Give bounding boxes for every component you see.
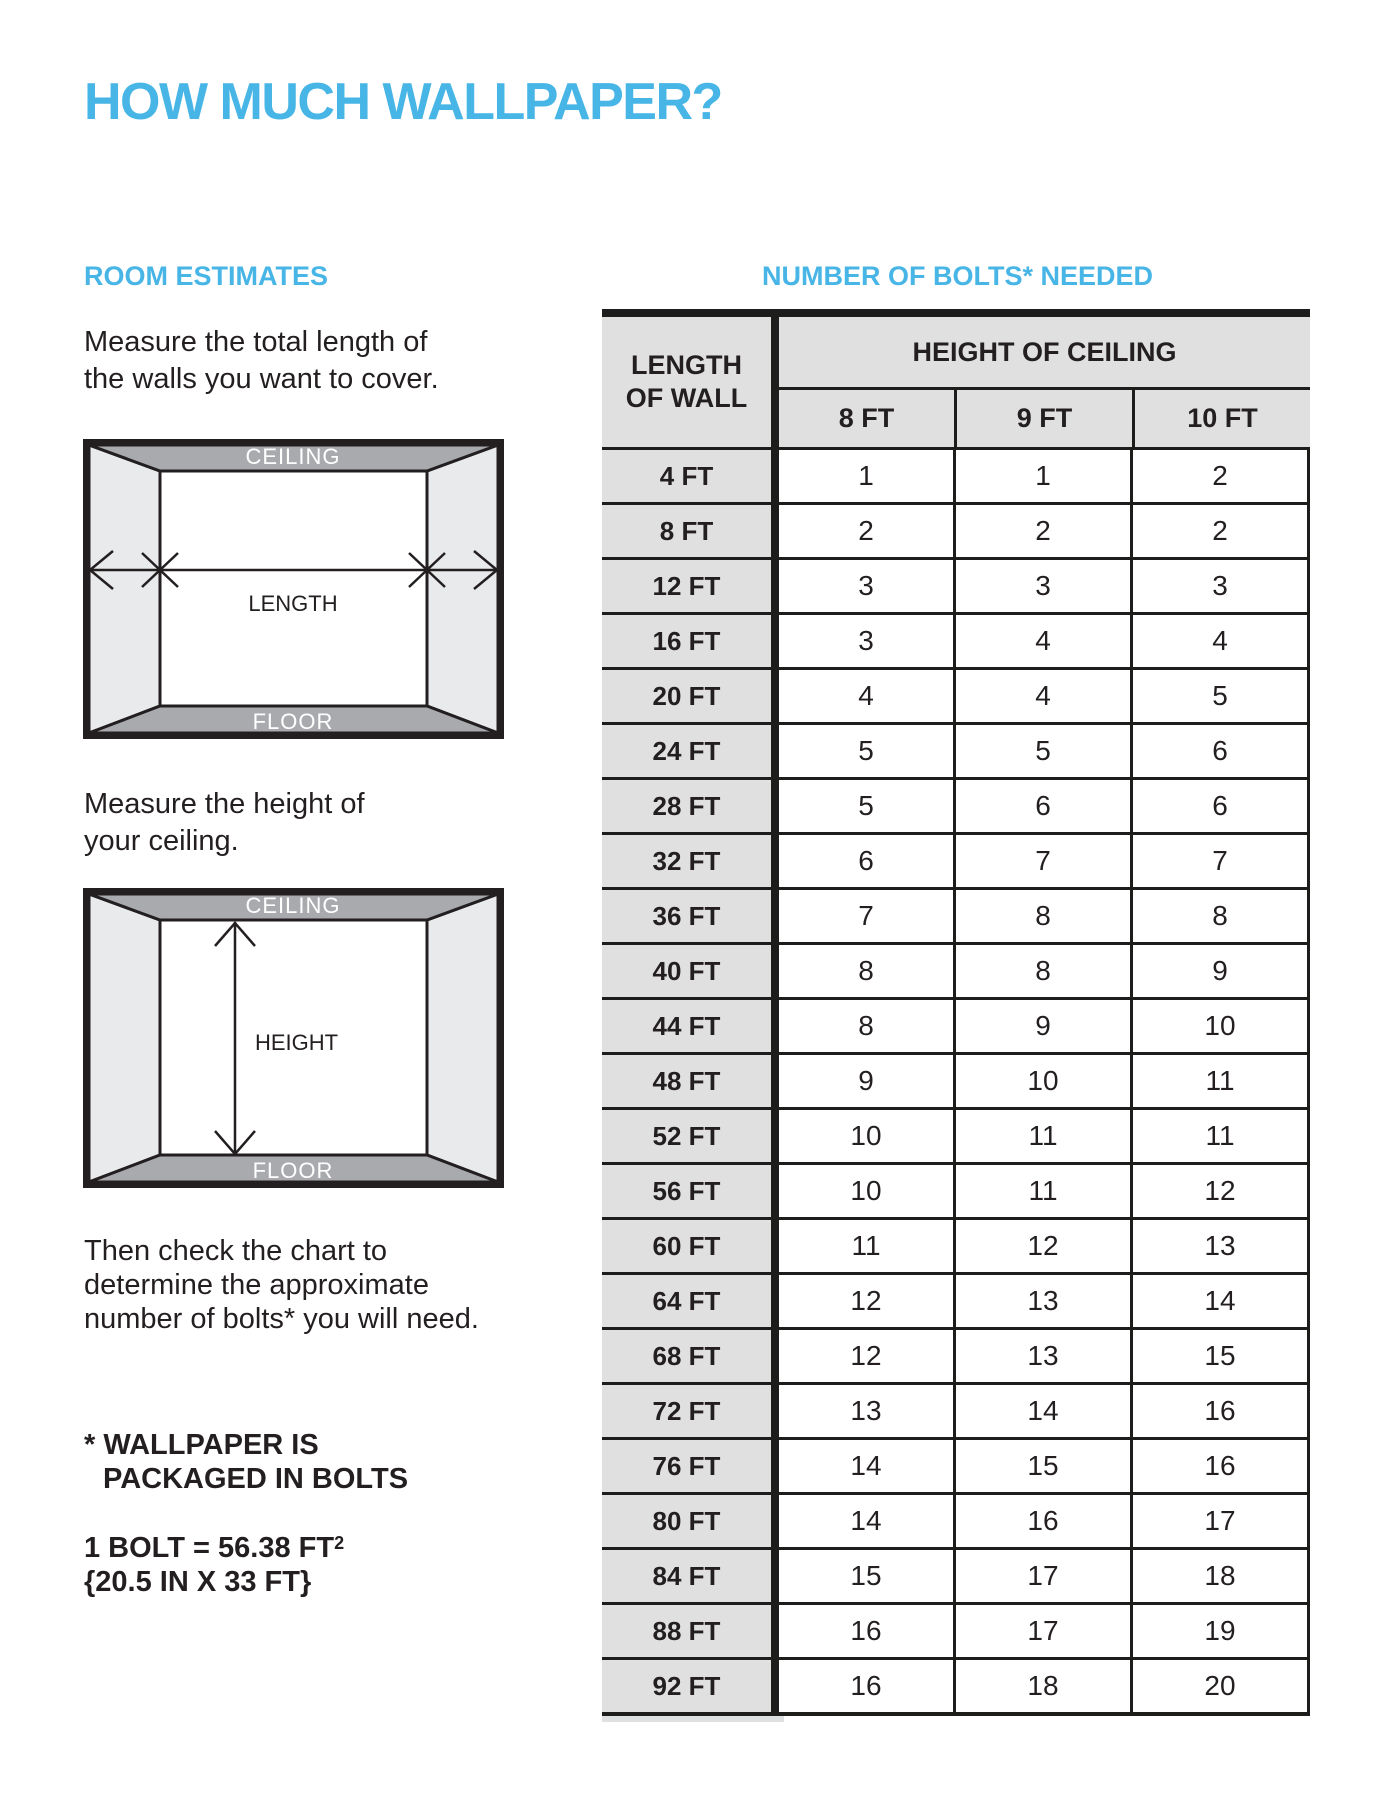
bolt-count-cell: 9 [779, 1055, 953, 1107]
bolt-count-cell: 11 [779, 1220, 953, 1272]
bolt-count-cell: 17 [953, 1550, 1130, 1602]
table-row [602, 832, 1310, 887]
bolt-count-cell: 14 [953, 1385, 1130, 1437]
wall-length-cell: 80 FT [602, 1495, 779, 1547]
bolt-count-cell: 3 [953, 560, 1130, 612]
table-header [602, 317, 1310, 447]
bolt-count-cell: 18 [1130, 1550, 1310, 1602]
room-diagram-height [83, 888, 504, 1188]
footnote-line: PACKAGED IN BOLTS [103, 1463, 409, 1495]
bolt-count-cell: 16 [1130, 1440, 1310, 1492]
instruction-line: number of bolts* you will need. [84, 1303, 479, 1335]
instruction-line: Measure the total length of [84, 326, 428, 358]
back-wall-shape [160, 471, 427, 706]
wall-length-cell: 28 FT [602, 780, 779, 832]
column-headers-group [779, 317, 1310, 447]
bolt-size-superscript: 2 [334, 1533, 345, 1553]
wallpaper-bolts-footnote [84, 1428, 408, 1496]
bolt-count-cell: 17 [1130, 1495, 1310, 1547]
wall-length-cell: 24 FT [602, 725, 779, 777]
wall-length-cell: 68 FT [602, 1330, 779, 1382]
bolt-count-cell: 6 [779, 835, 953, 887]
bolt-count-cell: 3 [779, 615, 953, 667]
room-estimates-heading: ROOM ESTIMATES [84, 261, 329, 291]
bolt-count-cell: 13 [953, 1275, 1130, 1327]
bolt-count-cell: 16 [1130, 1385, 1310, 1437]
table-row [602, 1382, 1310, 1437]
row-axis-header-line: OF WALL [625, 383, 748, 413]
table-row [602, 1217, 1310, 1272]
length-dimension-label: LENGTH [248, 591, 338, 616]
instruction-line: the walls you want to cover. [84, 363, 439, 395]
table-row [602, 1327, 1310, 1382]
wall-length-cell: 60 FT [602, 1220, 779, 1272]
bolt-count-cell: 6 [953, 780, 1130, 832]
bolt-count-cell: 8 [779, 1000, 953, 1052]
right-wall-shape [427, 894, 498, 1182]
instruction-measure-height [84, 786, 365, 860]
row-axis-header-line: LENGTH [631, 350, 742, 380]
wall-length-cell: 92 FT [602, 1660, 779, 1712]
bolts-table [602, 309, 1310, 1716]
bolt-count-cell: 8 [953, 945, 1130, 997]
instruction-check-chart [84, 1234, 479, 1336]
footnote-line: * WALLPAPER IS [84, 1429, 319, 1461]
bolt-count-cell: 10 [1130, 1000, 1310, 1052]
bolt-count-cell: 8 [779, 945, 953, 997]
bolt-count-cell: 20 [1130, 1660, 1310, 1712]
wall-length-cell: 84 FT [602, 1550, 779, 1602]
bolt-count-cell: 2 [1130, 505, 1310, 557]
wall-length-cell: 40 FT [602, 945, 779, 997]
bolt-count-cell: 16 [779, 1660, 953, 1712]
wall-length-cell: 8 FT [602, 505, 779, 557]
page-title: HOW MUCH WALLPAPER? [84, 73, 722, 131]
wall-length-cell: 12 FT [602, 560, 779, 612]
bolt-count-cell: 14 [1130, 1275, 1310, 1327]
bolt-count-cell: 8 [1130, 890, 1310, 942]
room-diagram-length [83, 439, 504, 739]
instruction-line: Measure the height of [84, 788, 365, 820]
bolt-count-cell: 11 [1130, 1110, 1310, 1162]
ceiling-label: CEILING [245, 444, 341, 469]
bolt-count-cell: 10 [953, 1055, 1130, 1107]
table-row [602, 1052, 1310, 1107]
table-row [602, 502, 1310, 557]
wall-length-cell: 76 FT [602, 1440, 779, 1492]
table-bottom-sliver [602, 1716, 784, 1722]
bolt-count-cell: 4 [953, 615, 1130, 667]
bolt-count-cell: 12 [779, 1275, 953, 1327]
wall-length-cell: 16 FT [602, 615, 779, 667]
bolt-count-cell: 4 [953, 670, 1130, 722]
wall-length-cell: 56 FT [602, 1165, 779, 1217]
bolt-count-cell: 11 [953, 1165, 1130, 1217]
table-row [602, 1492, 1310, 1547]
bolt-count-cell: 5 [953, 725, 1130, 777]
bolt-count-cell: 2 [779, 505, 953, 557]
wall-length-cell: 36 FT [602, 890, 779, 942]
table-row [602, 887, 1310, 942]
bolt-count-cell: 18 [953, 1660, 1130, 1712]
table-row [602, 1437, 1310, 1492]
left-wall-shape [89, 445, 160, 733]
table-row [602, 722, 1310, 777]
bolt-count-cell: 13 [779, 1385, 953, 1437]
wall-length-cell: 64 FT [602, 1275, 779, 1327]
instruction-line: determine the approximate [84, 1269, 429, 1301]
wall-length-cell: 32 FT [602, 835, 779, 887]
row-axis-header-cell [602, 317, 779, 447]
bolt-count-cell: 4 [1130, 615, 1310, 667]
wall-length-cell: 72 FT [602, 1385, 779, 1437]
bolt-count-cell: 4 [779, 670, 953, 722]
bolt-count-cell: 5 [779, 780, 953, 832]
bolt-count-cell: 13 [953, 1330, 1130, 1382]
left-wall-shape [89, 894, 160, 1182]
ceiling-label: CEILING [245, 893, 341, 918]
instruction-line: Then check the chart to [84, 1235, 388, 1267]
bolt-size-main: 1 BOLT = 56.38 FT [84, 1532, 335, 1564]
floor-label: FLOOR [252, 1158, 334, 1183]
column-group-header-cell: HEIGHT OF CEILING [779, 317, 1310, 390]
bolt-count-cell: 12 [953, 1220, 1130, 1272]
table-row [602, 667, 1310, 722]
table-row [602, 1602, 1310, 1657]
bolt-count-cell: 6 [1130, 725, 1310, 777]
instruction-measure-length [84, 324, 439, 398]
column-header-10ft: 10 FT [1132, 390, 1310, 447]
bolt-count-cell: 6 [1130, 780, 1310, 832]
bolt-count-cell: 7 [1130, 835, 1310, 887]
bolt-count-cell: 12 [779, 1330, 953, 1382]
wall-length-cell: 4 FT [602, 450, 779, 502]
table-row [602, 997, 1310, 1052]
bolt-count-cell: 10 [779, 1165, 953, 1217]
column-header-9ft: 9 FT [954, 390, 1132, 447]
column-header-8ft: 8 FT [779, 390, 954, 447]
bolt-count-cell: 1 [779, 450, 953, 502]
table-row [602, 612, 1310, 667]
table-row [602, 777, 1310, 832]
table-row [602, 1547, 1310, 1602]
wall-length-cell: 88 FT [602, 1605, 779, 1657]
bolt-count-cell: 7 [779, 890, 953, 942]
bolt-count-cell: 8 [953, 890, 1130, 942]
bolt-size-info [84, 1526, 344, 1599]
floor-label: FLOOR [252, 709, 334, 734]
bolt-count-cell: 2 [1130, 450, 1310, 502]
bolt-count-cell: 5 [779, 725, 953, 777]
bolt-count-cell: 7 [953, 835, 1130, 887]
column-header-row [779, 390, 1310, 447]
bolt-count-cell: 9 [1130, 945, 1310, 997]
bolts-table-heading: NUMBER OF BOLTS* NEEDED [762, 261, 1154, 291]
table-row [602, 1272, 1310, 1327]
bolt-count-cell: 17 [953, 1605, 1130, 1657]
table-row [602, 1657, 1310, 1712]
bolt-size-line [84, 1526, 344, 1565]
bolt-count-cell: 2 [953, 505, 1130, 557]
instruction-line: your ceiling. [84, 825, 239, 857]
table-row [602, 1162, 1310, 1217]
bolt-count-cell: 19 [1130, 1605, 1310, 1657]
bolt-count-cell: 10 [779, 1110, 953, 1162]
bolt-count-cell: 9 [953, 1000, 1130, 1052]
bolt-count-cell: 14 [779, 1440, 953, 1492]
bolt-count-cell: 15 [779, 1550, 953, 1602]
bolt-count-cell: 16 [779, 1605, 953, 1657]
wall-length-cell: 20 FT [602, 670, 779, 722]
table-row [602, 1107, 1310, 1162]
bolt-count-cell: 1 [953, 450, 1130, 502]
wall-length-cell: 48 FT [602, 1055, 779, 1107]
bolt-count-cell: 15 [1130, 1330, 1310, 1382]
right-wall-shape [427, 445, 498, 733]
bolt-count-cell: 11 [1130, 1055, 1310, 1107]
bolt-count-cell: 5 [1130, 670, 1310, 722]
bolt-count-cell: 3 [1130, 560, 1310, 612]
height-dimension-label: HEIGHT [255, 1030, 339, 1055]
table-row [602, 447, 1310, 502]
bolt-count-cell: 15 [953, 1440, 1130, 1492]
bolt-count-cell: 13 [1130, 1220, 1310, 1272]
bolt-count-cell: 14 [779, 1495, 953, 1547]
bolt-count-cell: 11 [953, 1110, 1130, 1162]
table-row [602, 942, 1310, 997]
wall-length-cell: 52 FT [602, 1110, 779, 1162]
wall-length-cell: 44 FT [602, 1000, 779, 1052]
bolt-size-line: {20.5 IN X 33 FT} [84, 1566, 312, 1598]
bolt-count-cell: 12 [1130, 1165, 1310, 1217]
bolt-count-cell: 16 [953, 1495, 1130, 1547]
bolts-table-body [602, 447, 1310, 1712]
bolt-count-cell: 3 [779, 560, 953, 612]
table-row [602, 557, 1310, 612]
